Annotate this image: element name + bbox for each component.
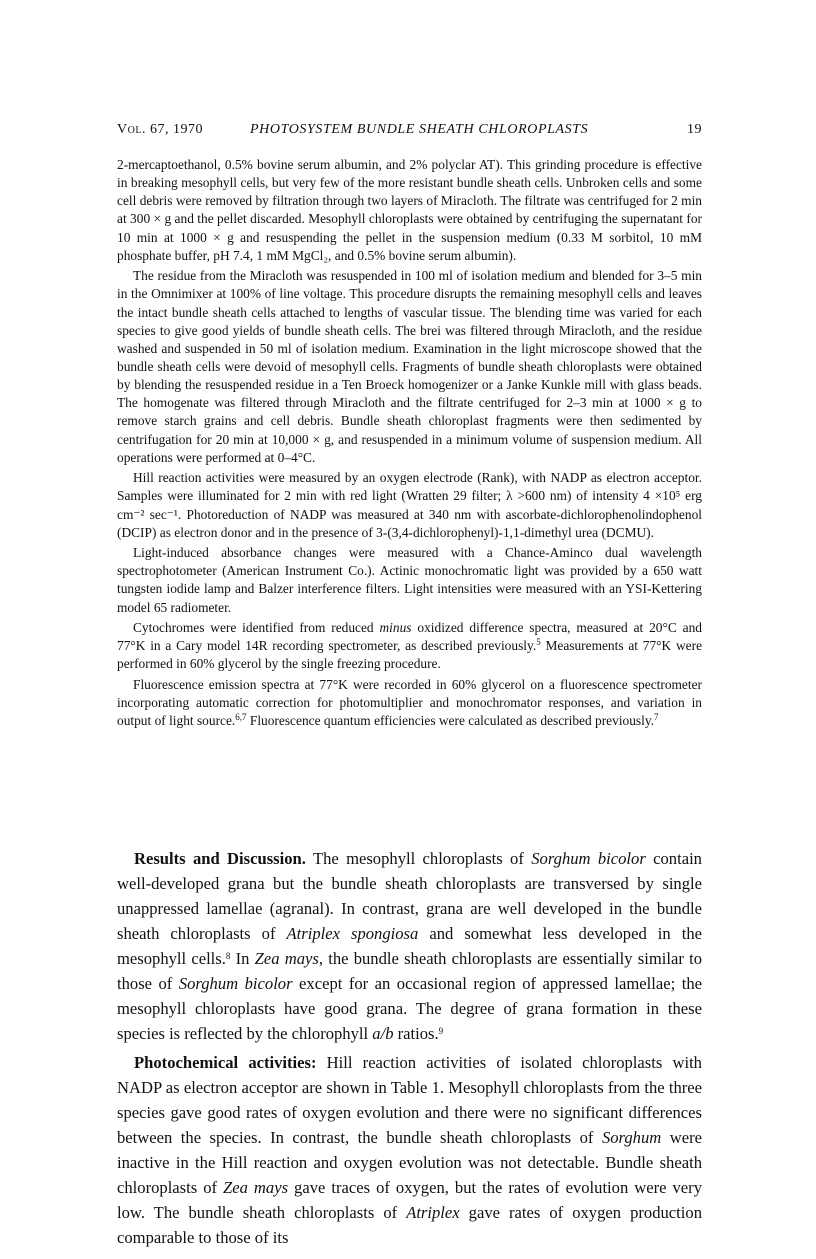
methods-paragraph-hill-reaction: Hill reaction activities were measured by an oxygen electrode (Rank), with NADP as electron acceptor. Samples were illuminated for 2 min with red light (Wratten 29 filter; λ >600 nm) of intensity 4 ×10⁵ erg cm⁻² sec⁻¹. Photoreduction of NADP was measured at 340 nm with ascorbate-dichlorophenolindophenol (DCIP) as electron donor and in the presence of 3-(3,4-dichlorophenyl)-1,1-dimethyl urea (DCMU). — [117, 470, 702, 540]
methods-paragraph-bundle-sheath: The residue from the Miracloth was resuspended in 100 ml of isolation medium and blended for 3–5 min in the Omnimixer at 100% of line voltage. This procedure disrupts the remaining mesophyll cells and leaves the intact bundle sheath cells attached to lengths of vascular tissue. The blending time was varied for each species to give good yields of bundle sheath cells. The brei was filtered through Miracloth, and the residue washed and suspended in 50 ml of isolation medium. Examination in the light microscope showed that the bundle sheath cells were devoid of mesophyll cells. Fragments of bundle sheath chloroplasts were obtained by blending the resuspended residue in a Ten Broeck homogenizer or a Janke Kunkle mill with glass beads. The homogenate was filtered through Miracloth and the filtrate centrifuged for 2–3 min at 1000 × g to remove starch grains and cell debris. Bundle sheath chloroplast fragments were then sedimented by centrifugation for 20 min at 10,000 × g, and resuspended in a minimum volume of suspension medium. All operations were performed at 0–4°C. — [117, 268, 702, 465]
running-header — [117, 122, 702, 142]
methods-paragraph-absorbance: Light-induced absorbance changes were measured with a Chance-Aminco dual wavelength spectrophotometer (American Instrument Co.). Actinic monochromatic light was provided by a 650 watt tungsten iodide lamp and Balzer interference filters. Light intensities were measured with an YSI-Kettering model 65 radiometer. — [117, 545, 702, 615]
results-section — [117, 846, 702, 1254]
journal-volume: Vol. 67, 1970 — [117, 122, 203, 137]
methods-paragraph-fluorescence: Fluorescence emission spectra at 77°K were recorded in 60% glycerol on a fluorescence spectrometer incorporating automatic correction for photomultiplier and monochromator responses, and variation in output of light source.$^{6,7}$ Fluorescence quantum efficiencies were calculated as described previously.$^7$ — [117, 676, 702, 729]
photochemical-heading: Photochemical activities: — [134, 1053, 317, 1072]
results-heading: Results and Discussion. — [134, 849, 306, 868]
methods-paragraph-cytochromes: Cytochromes were identified from reduced minus oxidized difference spectra, measured at 20°C and 77°K in a Cary model 14R recording spectrometer, as described previously.$^5$ Measurements at 77°K were performed in 60% glycerol by the single freezing procedure. — [117, 620, 703, 672]
results-paragraph-photochemical: Photochemical activities: Hill reaction activities of isolated chloroplasts with NADP as electron acceptor are shown in Table 1. Mesophyll chloroplasts from the three species gave good rates of oxygen evolution and there were no significant differences between the species. In contrast, the bundle sheath chloroplasts of Sorghum were inactive in the Hill reaction and oxygen evolution was not detectable. Bundle sheath chloroplasts of Zea mays gave traces of oxygen, but the rates of evolution were very low. The bundle sheath chloroplasts of Atriplex gave rates of oxygen production comparable to those of its — [117, 1053, 703, 1247]
reference-7: 7 — [654, 712, 659, 723]
reference-5: 5 — [536, 637, 541, 648]
reference-8: 8 — [225, 951, 231, 961]
italic-minus: minus — [379, 620, 412, 636]
reference-9: 9 — [438, 1026, 444, 1036]
page-number: 19 — [687, 122, 702, 137]
methods-section — [117, 156, 702, 733]
reference-6-7: 6,7 — [235, 712, 247, 723]
results-paragraph-grana: Results and Discussion. The mesophyll chloroplasts of Sorghum bicolor contain well-developed grana but the bundle sheath chloroplasts are transversed by single unappressed lamellae (agranal). In contrast, grana are well developed in the bundle sheath chloroplasts of Atriplex spongiosa and somewhat less developed in the mesophyll cells.$^8$ In Zea mays, the bundle sheath chloroplasts are essentially similar to those of Sorghum bicolor except for an occasional region of appressed lamellae; the mesophyll chloroplasts have good grana. The degree of grana formation in these species is reflected by the chlorophyll a/b ratios.$^9$ — [117, 849, 702, 1043]
running-title: PHOTOSYSTEM BUNDLE SHEATH CHLOROPLASTS — [250, 122, 589, 137]
methods-paragraph-grinding: 2-mercaptoethanol, 0.5% bovine serum albumin, and 2% polyclar AT). This grinding procedure is effective in breaking mesophyll cells, but very few of the more resistant bundle sheath cells. Unbroken cells and some cell debris were removed by filtration through two layers of Miracloth. The filtrate was centrifuged for 2 min at 300 × g and the pellet discarded. Mesophyll chloroplasts were obtained by centrifuging the supernatant for 10 min at 1000 × g and resuspending the pellet in the suspension medium (0.33 M sorbitol, 10 mM phosphate buffer, pH 7.4, 1 mM MgCl₂, and 0.5% bovine serum albumin). — [117, 157, 702, 263]
